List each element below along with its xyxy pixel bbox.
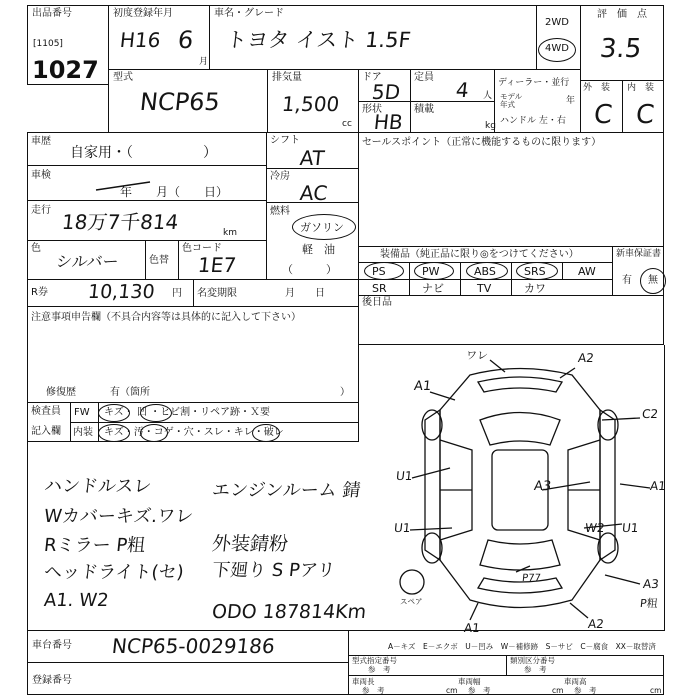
height-label: 車両高 xyxy=(564,677,587,686)
reg-month-unit: 月 xyxy=(199,57,209,67)
model-label: 車名・グレード xyxy=(214,8,284,19)
equip-leather: カワ xyxy=(524,282,546,295)
diag-mark-u1-left: U1 xyxy=(395,469,414,483)
diag-mark-a1-front: A1 xyxy=(413,379,432,394)
exterior-label: 外 装 xyxy=(583,83,611,93)
diag-mark-u1-lower: U1 xyxy=(393,521,412,535)
fuel-label: 燃料 xyxy=(270,206,290,217)
capacity-unit: 人 xyxy=(483,91,493,101)
shape-value: HB xyxy=(372,110,405,134)
damage-legend: A－キズ E－エクボ U－凹み W－補修跡 S－サビ C－腐食 XX－取替済 xyxy=(388,642,656,651)
inspector-fw-items: キズ・ 凹 ・ヒビ割・リペア跡・Ｘ要 xyxy=(104,407,270,418)
height-unit: cm xyxy=(650,686,662,695)
diag-mark-a2-rear: A2 xyxy=(587,617,605,631)
equip-sr: SR xyxy=(372,282,387,295)
reg-label: 初度登録年月 xyxy=(113,8,173,19)
note-left-5: A1. W2 xyxy=(42,590,110,611)
reg-month: 6 xyxy=(176,26,195,54)
diag-mark-crack: ワレ xyxy=(465,349,489,362)
width-label: 車両幅 xyxy=(458,677,481,686)
repair-close: ） xyxy=(340,387,350,398)
retrofit-label: 後日品 xyxy=(362,297,392,308)
history-value: 自家用・（ ） xyxy=(70,145,217,161)
wd-2: 2WD xyxy=(545,17,569,28)
fuel-gas: ガソリン xyxy=(300,221,344,234)
mileage-label: 走行 xyxy=(31,205,51,216)
inspector-label-1: 検査員 xyxy=(31,406,61,417)
equip-pw: PW xyxy=(422,265,440,278)
lot-sub: [1105] xyxy=(33,39,63,49)
door-label: ドア xyxy=(362,72,382,83)
model-year-label: モデル 年式 xyxy=(500,92,523,109)
ac-label: 冷房 xyxy=(270,171,290,182)
shift-value: AT xyxy=(298,146,326,170)
recycle-label: R券 xyxy=(31,287,48,298)
capacity-value: 4 xyxy=(454,78,470,102)
equip-abs: ABS xyxy=(474,265,496,278)
cc-unit: cc xyxy=(342,119,352,129)
note-right-2: 外装錆粉 xyxy=(210,533,290,555)
mileage-value: 18万7千814 xyxy=(60,210,180,234)
diag-mark-p-rough: P粗 xyxy=(639,597,659,610)
diag-mark-a3-rear: A3 xyxy=(642,577,660,591)
model-value: トヨタ イスト 1.5F xyxy=(224,28,412,52)
lot-label: 出品番号 xyxy=(32,8,72,19)
cc-value: 1,500 xyxy=(280,92,341,116)
length-ref: 参 考 xyxy=(362,686,385,695)
color-label: 色 xyxy=(31,243,41,254)
diag-mark-c2: C2 xyxy=(641,407,659,421)
shift-label: シフト xyxy=(270,135,300,146)
chassis-value: NCP65-0029186 xyxy=(110,634,276,658)
cc-label: 排気量 xyxy=(272,72,302,83)
model-year-unit: 年 xyxy=(566,96,576,106)
length-unit: cm xyxy=(446,686,458,695)
type-designation-sub: 参 考 xyxy=(368,665,391,674)
equip-tv: TV xyxy=(477,282,492,295)
warranty-no: 無 xyxy=(648,275,658,286)
note-right-3: 下廻り S Pアリ xyxy=(210,560,337,581)
ac-value: AC xyxy=(298,181,329,205)
capacity-label: 定員 xyxy=(414,72,434,83)
diag-mark-p77: P77 xyxy=(521,573,542,584)
chassis-label: 車台番号 xyxy=(32,640,72,651)
diag-mark-a3-roof: A3 xyxy=(533,479,552,494)
shape-label: 形状 xyxy=(362,104,382,115)
inspector-label-2: 記入欄 xyxy=(31,426,61,437)
height-ref: 参 考 xyxy=(574,686,597,695)
diag-mark-u1-right: U1 xyxy=(621,521,640,535)
equip-ps: PS xyxy=(372,265,386,278)
color-change-label: 色替 xyxy=(149,255,169,266)
reg-no-label: 登録番号 xyxy=(32,675,72,686)
note-right-4: ODO 187814Km xyxy=(210,601,368,623)
inspector-fw-label: FW xyxy=(74,407,90,418)
inspector-in-label: 内装 xyxy=(73,427,93,438)
lot-number: 1027 xyxy=(32,56,99,84)
recycle-value: 10,130 xyxy=(86,281,156,303)
door-value: 5D xyxy=(370,80,402,104)
fuel-other: （ ） xyxy=(282,263,337,276)
equip-navi: ナビ xyxy=(422,282,444,295)
spare-label: スペア xyxy=(400,597,423,606)
history-label: 車歴 xyxy=(31,136,51,147)
repair-label: 修復歴 xyxy=(46,387,76,398)
type-value: NCP65 xyxy=(138,88,222,116)
equipment-label: 装備品（純正品に限り◎をつけてください） xyxy=(380,249,579,260)
width-unit: cm xyxy=(552,686,564,695)
note-left-4: ヘッドライト(セ) xyxy=(42,562,185,583)
mileage-unit: km xyxy=(223,228,237,238)
equip-aw: AW xyxy=(578,265,596,278)
wd-4: 4WD xyxy=(545,43,569,54)
diag-mark-a2-top: A2 xyxy=(577,351,595,365)
length-label: 車両長 xyxy=(352,677,375,686)
handle-label: ハンドル 左・右 xyxy=(500,116,566,126)
color-value: シルバー xyxy=(55,252,120,271)
recycle-unit: 円 xyxy=(172,288,182,299)
selling-point-label: セールスポイント（正常に機能するものに限ります） xyxy=(362,137,602,148)
note-right-1: エンジンルーム 錆 xyxy=(210,480,362,501)
diag-mark-w2: W2 xyxy=(584,521,606,535)
interior-label: 内 装 xyxy=(627,83,655,93)
class-label: 類別区分番号 xyxy=(510,656,555,665)
shaken-value: 年 月（ 日） xyxy=(120,185,229,199)
repair-value: 有（箇所 xyxy=(110,387,150,398)
color-code-value: 1E7 xyxy=(196,253,238,277)
type-designation-label: 型式指定番号 xyxy=(352,656,397,665)
warranty-yes: 有 xyxy=(622,275,632,286)
color-code-label: 色コード xyxy=(182,243,222,254)
diag-mark-a1-rear: A1 xyxy=(463,621,481,635)
fuel-diesel: 軽 油 xyxy=(302,243,335,256)
score-label: 評 価 点 xyxy=(597,9,647,20)
interior-value: C xyxy=(634,100,656,130)
warranty-label: 新車保証書 xyxy=(616,249,662,259)
note-left-1: ハンドルスレ xyxy=(42,476,153,497)
width-ref: 参 考 xyxy=(468,686,491,695)
exterior-value: C xyxy=(592,100,614,130)
dealer-label: ディーラー・並行 xyxy=(498,78,570,88)
reg-era-year: H16 xyxy=(118,28,162,52)
notes-label: 注意事項申告欄（不具合内容等は具体的に記入して下さい） xyxy=(31,312,301,323)
inspector-in-items: キズ・汚・コゲ・穴・スレ・キレ・破レ xyxy=(104,427,284,438)
note-left-3: Rミラー P粗 xyxy=(42,535,147,556)
load-unit: kg xyxy=(485,121,496,131)
load-label: 積載 xyxy=(414,104,434,115)
name-change-unit: 月 日 xyxy=(285,288,325,299)
diag-mark-a1-right: A1 xyxy=(649,479,667,493)
class-sub: 参 考 xyxy=(524,665,547,674)
equip-srs: SRS xyxy=(524,265,546,278)
shaken-label: 車検 xyxy=(31,170,51,181)
note-left-2: Wカバーキズ.ワレ xyxy=(42,506,195,527)
score-value: 3.5 xyxy=(598,34,643,64)
name-change-label: 名変期限 xyxy=(197,288,237,299)
type-label: 型式 xyxy=(113,72,133,83)
